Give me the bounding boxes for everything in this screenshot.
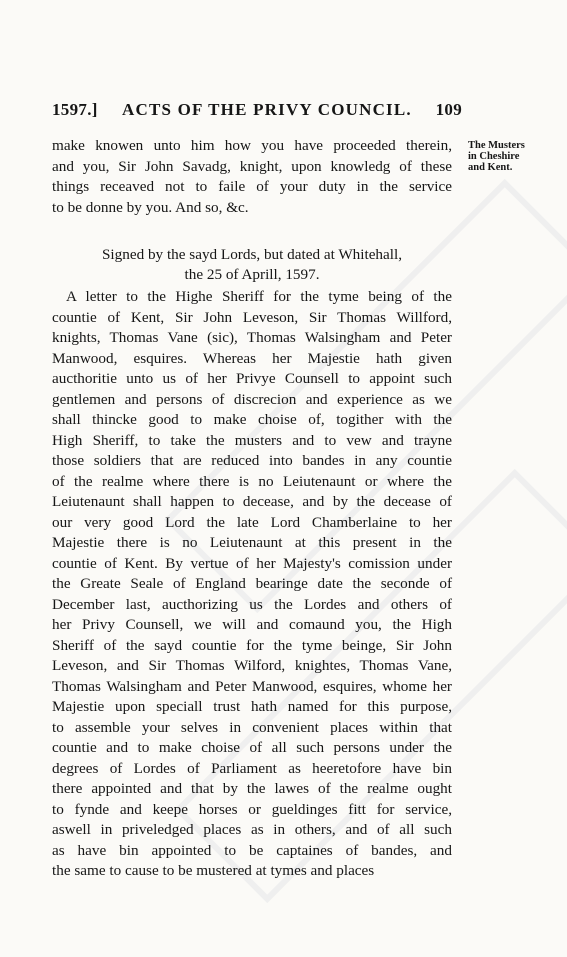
signed-line: Signed by the sayd Lords, but dated at Whitehall, [101,246,403,263]
margin-note-line: and Kent. [468,162,513,173]
text-line: degrees of Lordes of Parliament as heeretofore have bin [52,759,452,777]
text-line: to fynde and keepe horses or gueldinges fitt for service, [52,800,452,818]
header-title: ACTS OF THE PRIVY COUNCIL. [122,100,412,119]
text-line: Sheriff of the sayd countie for the tyme beinge, Sir John [52,636,452,654]
header-year: 1597.] [52,100,98,119]
text-line: those soldiers that are reduced into bandes in any countie [52,452,452,469]
text-line: aswell in priveledged places as in others, and of all such [52,821,452,838]
text-line: make knowen unto him how you have proceeded therein, [52,137,452,154]
paragraph-1 [52,136,452,218]
signed-note [52,245,452,285]
text-line: there appointed and that by the lawes of the realme ought [52,780,452,797]
text-line: gentlemen and persons of discrecion and experience as we [52,390,452,408]
text-line: as have bin appointed to be captaines of bandes, and [52,841,452,859]
text-line: of the realme where there is no Leiutenaunt or where the [52,472,452,490]
text-line: to assemble your selves in convenient places within that [52,718,452,736]
margin-note-line: The Musters [468,140,525,151]
text-line: Manwood, esquires. Whereas her Majestie hath given [52,349,452,367]
page-number: 109 [435,100,462,119]
margin-note [468,140,558,173]
text-line: A letter to the Highe Sheriff for the tyme being of the [66,288,452,305]
text-line: countie and to make choise of all such persons under the [52,739,452,756]
text-line: things receaved not to faile of your duty in the service [52,178,452,195]
text-line: Majestie there is no Leiutenaunt at this present in the [52,534,452,551]
text-line: the same to cause to be mustered at tymes and places [52,862,375,879]
text-line: December last, aucthorizing us the Lordes and others of [52,595,452,613]
text-line: High Sheriff, to take the musters and to vew and trayne [52,431,452,449]
text-line: knights, Thomas Vane (sic), Thomas Walsingham and Peter [52,329,452,346]
text-line: the Greate Seale of England bearinge date the seconde of [52,575,452,592]
text-line: and you, Sir John Savadg, knight, upon knowledg of these [52,157,452,175]
text-line: aucthoritie unto us of her Privye Counsell to appoint such [52,370,452,387]
text-line: Majestie upon speciall trust hath named for this purpose, [52,698,452,715]
text-line: our very good Lord the late Lord Chamberlaine to her [52,513,452,531]
text-line: to be donne by you. And so, &c. [52,198,249,216]
text-line: her Privy Counsell, we will and comaund you, the High [52,616,452,633]
text-line: Thomas Walsingham and Peter Manwood, esquires, whome her [52,677,452,695]
text-line: countie of Kent. By vertue of her Majesty's comission under [52,554,452,572]
paragraph-2 [52,287,452,882]
text-line: Leveson, and Sir Thomas Wilford, knightes, Thomas Vane, [52,657,452,674]
text-line: shall thincke good to make choise of, togither with the [52,411,452,428]
text-line: Leiutenaunt shall happen to decease, and by the decease of [52,493,452,510]
margin-note-line: in Cheshire [468,151,520,162]
signed-line: the 25 of Aprill, 1597. [184,266,320,283]
text-line: countie of Kent, Sir John Leveson, Sir Thomas Willford, [52,308,452,326]
